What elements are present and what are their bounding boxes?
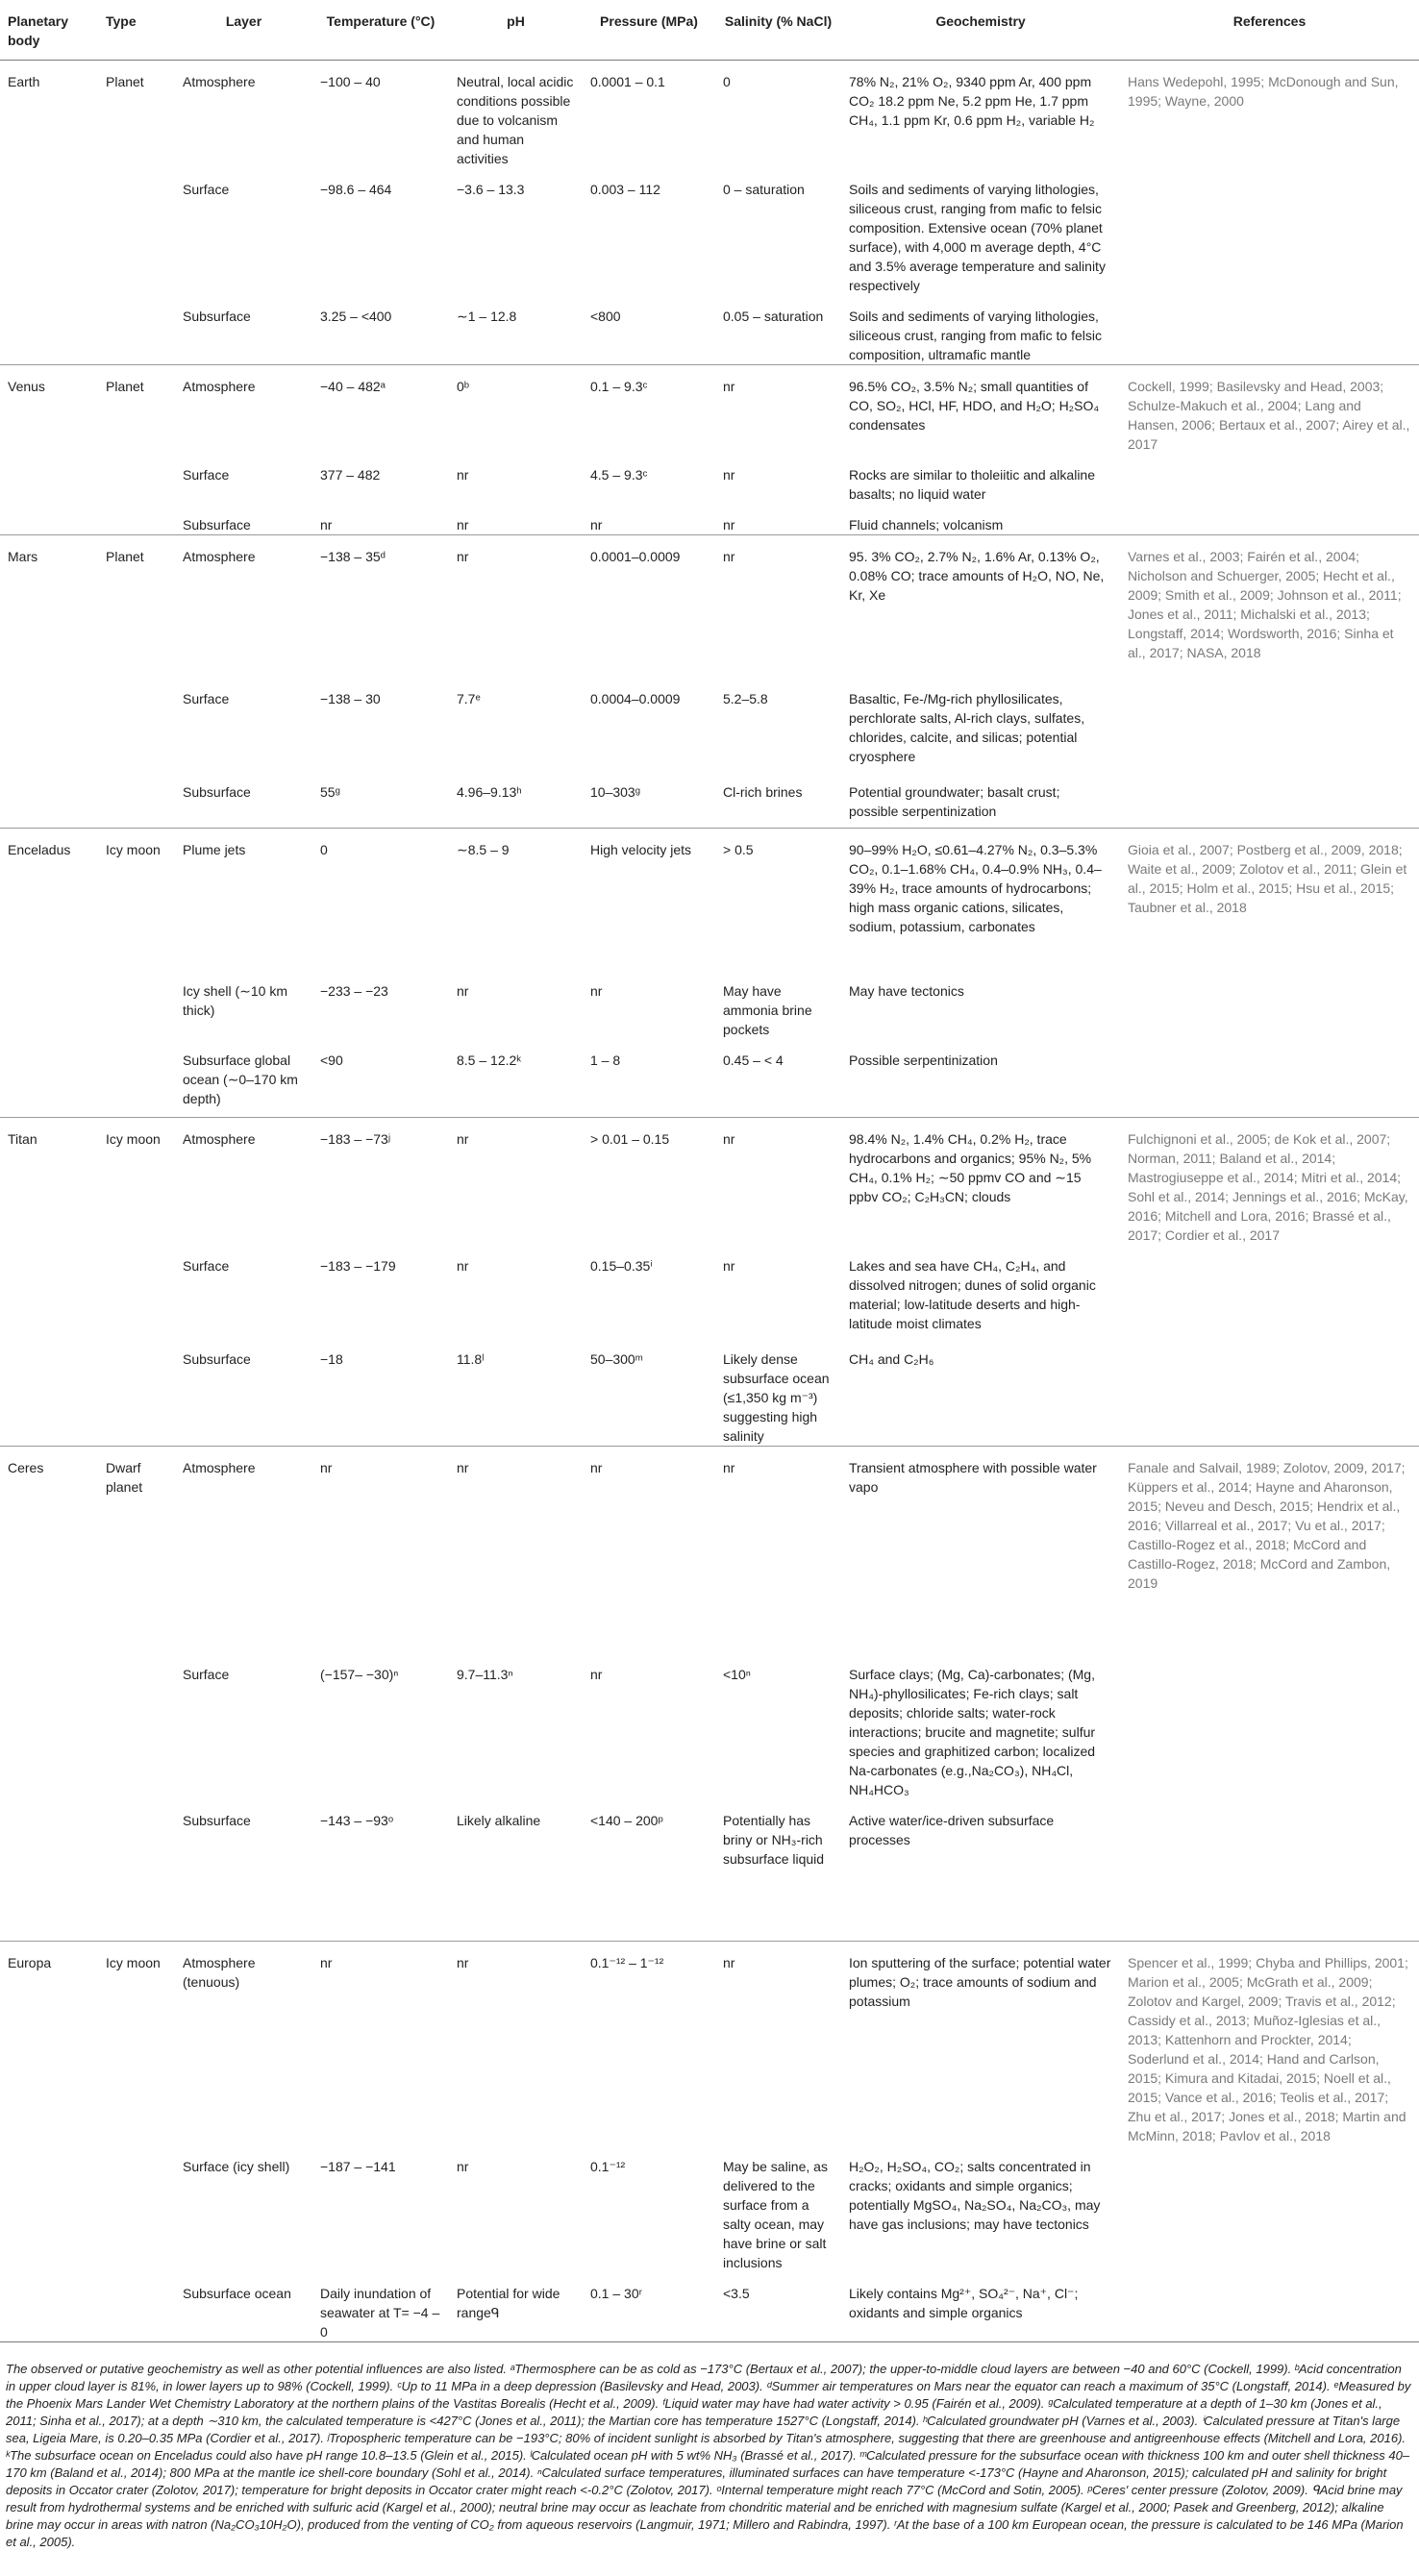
cell-body <box>0 1338 98 1447</box>
cell-salinity: 0 <box>715 61 841 169</box>
cell-layer: Subsurface <box>183 783 251 800</box>
cell-pressure: 0.0004–0.0009 <box>590 690 681 706</box>
cell-geo: Likely contains Mg²⁺, SO₄²⁻, Na⁺, Cl⁻; oxidants and simple organics <box>841 2272 1120 2342</box>
cell-layer: Subsurface <box>183 309 251 324</box>
cell-geo: Active water/ice-driven subsurface processes <box>849 1812 1055 1847</box>
cell-salinity: nr <box>715 1447 841 1653</box>
cell-salinity: nr <box>715 365 841 455</box>
cell-body <box>0 168 98 295</box>
cell-layer: Surface <box>183 182 230 197</box>
cell-refs <box>1120 2272 1419 2342</box>
cell-layer: Icy shell (∼10 km thick) <box>183 982 287 1018</box>
cell-refs: Spencer et al., 1999; Chyba and Phillips, 2001; Marion et al., 2005; McGrath et al., 2009; Zolotov and Kargel, 2009; Travis et al., 2012; Cassidy et al., 2013; Muñoz-Iglesias et al., 2013; Kattenhorn and Prockter, 2014; Soderlund et al., 2014; Hand and Carlson, 2015; Kimura and Kitadai, 2015; Noell et al., 2015; Vance et al., 2016; Teolis et al., 2017; Zhu et al., 2017; Jones et al., 2018; Martin and McMinn, 2018; Pavlov et al., 2018 <box>1120 1942 1419 2146</box>
header-pressure: Pressure (MPa) <box>583 0 715 61</box>
cell-type <box>98 1799 175 1942</box>
cell-ph: nr <box>449 535 583 678</box>
cell-pressure: 1 – 8 <box>590 1052 621 1068</box>
table-row <box>0 1653 1419 1799</box>
cell-temp: −138 – 30 <box>320 690 381 706</box>
cell-body <box>0 2272 98 2342</box>
cell-temp: −98.6 – 464 <box>320 182 392 197</box>
cell-type <box>98 2145 175 2272</box>
cell-layer: Atmosphere <box>175 365 312 455</box>
cell-body <box>0 1245 98 1338</box>
cell-temp: −138 – 35ᵈ <box>312 535 449 678</box>
cell-pressure: 0.15–0.35ⁱ <box>590 1258 653 1274</box>
cell-type: Planet <box>98 61 175 169</box>
table-row <box>0 829 1419 970</box>
table-row <box>0 1447 1419 1653</box>
table-row <box>0 1338 1419 1447</box>
cell-layer: Subsurface <box>183 517 251 533</box>
cell-temp: 55ᵍ <box>320 783 340 800</box>
table-row <box>0 295 1419 365</box>
cell-refs: Gioia et al., 2007; Postberg et al., 2009, 2018; Waite et al., 2009; Zolotov et al., 2011; Glein et al., 2015; Holm et al., 2015; Hsu et al., 2015; Taubner et al., 2018 <box>1120 829 1419 970</box>
cell-ph: 7.7ᵉ <box>457 690 481 706</box>
cell-refs: Hans Wedepohl, 1995; McDonough and Sun, 1995; Wayne, 2000 <box>1120 61 1419 169</box>
cell-temp: −18 <box>320 1351 343 1367</box>
cell-pressure: 0.1 – 9.3ᶜ <box>583 365 715 455</box>
cell-temp: nr <box>320 517 333 533</box>
cell-type <box>98 295 175 365</box>
cell-temp: nr <box>312 1447 449 1653</box>
cell-body <box>0 504 98 535</box>
cell-type: Planet <box>98 365 175 455</box>
cell-salinity: nr <box>715 535 841 678</box>
cell-temp: −187 – −141 <box>320 2159 396 2174</box>
cell-pressure: 10–303ᵍ <box>590 783 640 800</box>
cell-temp: Daily inundation of seawater at T= −4 – 0 <box>312 2272 449 2342</box>
cell-body <box>0 970 98 1039</box>
cell-body <box>0 295 98 365</box>
cell-temp: −143 – −93ᵒ <box>320 1812 394 1828</box>
cell-refs: Fulchignoni et al., 2005; de Kok et al., 2007; Norman, 2011; Baland et al., 2014; Mastrogiuseppe et al., 2014; Mitri et al., 2014; Sohl et al., 2014; Jennings et al., 2016; McKay, 2016; Mitchell and Lora, 2016; Brassé et al., 2017; Cordier et al., 2017 <box>1120 1118 1419 1246</box>
cell-salinity: May be saline, as delivered to the surface from a salty ocean, may have brine or salt inclusions <box>723 2159 828 2270</box>
cell-ph: nr <box>449 1118 583 1246</box>
cell-salinity: <10ⁿ <box>723 1666 751 1682</box>
table-row <box>0 1245 1419 1338</box>
cell-ph: nr <box>457 467 469 483</box>
table-row <box>0 2145 1419 2272</box>
cell-refs <box>1120 771 1419 829</box>
cell-layer: Surface <box>183 1666 230 1682</box>
cell-body: Venus <box>0 365 98 455</box>
cell-refs: Fanale and Salvail, 1989; Zolotov, 2009, 2017; Küppers et al., 2014; Hayne and Aharonson, 2015; Neveu and Desch, 2015; Hendrix et al., 2016; Villarreal et al., 2017; Vu et al., 2017; Castillo-Rogez et al., 2018; McCord and Castillo-Rogez, 2018; McCord and Zambon, 2019 <box>1120 1447 1419 1653</box>
table-row <box>0 535 1419 678</box>
table-row <box>0 1942 1419 2146</box>
cell-refs <box>1120 678 1419 771</box>
cell-temp: −40 – 482ᵃ <box>312 365 449 455</box>
cell-pressure: 0.1 – 30ʳ <box>583 2272 715 2342</box>
cell-layer: Atmosphere <box>175 1447 312 1653</box>
cell-ph: nr <box>457 2159 469 2174</box>
cell-geo: Transient atmosphere with possible water vapo <box>841 1447 1120 1653</box>
cell-salinity: > 0.5 <box>715 829 841 970</box>
table-row <box>0 1118 1419 1246</box>
cell-temp: −183 – −179 <box>320 1258 396 1274</box>
cell-body: Titan <box>0 1118 98 1246</box>
header-geochemistry: Geochemistry <box>841 0 1120 61</box>
cell-ph: 9.7–11.3ⁿ <box>457 1666 513 1682</box>
cell-body: Europa <box>0 1942 98 2146</box>
cell-layer: Plume jets <box>175 829 312 970</box>
cell-layer: Subsurface <box>183 1812 251 1828</box>
cell-type <box>98 504 175 535</box>
table-row <box>0 970 1419 1039</box>
cell-geo: Basaltic, Fe-/Mg-rich phyllosilicates, perchlorate salts, Al-rich clays, sulfates, chlorides, calcite, and silicas; potential cryosphere <box>849 690 1085 764</box>
cell-layer: Atmosphere <box>175 1118 312 1246</box>
cell-ph: 4.96–9.13ʰ <box>457 783 522 800</box>
cell-salinity: nr <box>723 517 735 533</box>
cell-salinity: nr <box>715 1942 841 2146</box>
cell-geo: Surface clays; (Mg, Ca)-carbonates; (Mg, NH₄)-phyllosilicates; Fe-rich clays; salt deposits; chloride salts; water-rock interactions; brucite and magnetite; sulfur species and graphitized carbon; localized Na-carbonates (e.g.,Na₂CO₃), NH₄Cl, NH₄HCO₃ <box>849 1666 1096 1797</box>
cell-geo: Rocks are similar to tholeiitic and alkaline basalts; no liquid water <box>849 467 1095 502</box>
table-body <box>0 61 1419 2342</box>
cell-temp: −233 – −23 <box>320 982 388 999</box>
cell-salinity: <3.5 <box>715 2272 841 2342</box>
cell-salinity: Likely dense subsurface ocean (≤1,350 kg m⁻³) suggesting high salinity <box>723 1351 830 1444</box>
cell-geo: CH₄ and C₂H₆ <box>849 1351 934 1367</box>
cell-body: Enceladus <box>0 829 98 970</box>
header-body: Planetary body <box>0 0 98 61</box>
cell-body: Ceres <box>0 1447 98 1653</box>
cell-geo: Soils and sediments of varying lithologies, siliceous crust, ranging from mafic to felsic composition. Extensive ocean (70% planet surface), with 4,000 m average depth, 4°C and 3.5% average temperature and salinity respectively <box>849 182 1106 293</box>
cell-geo: May have tectonics <box>849 982 964 999</box>
cell-geo: Lakes and sea have CH₄, C₂H₄, and dissolved nitrogen; dunes of solid organic material; low-latitude deserts and high-latitude moist climates <box>849 1258 1096 1331</box>
cell-body: Earth <box>0 61 98 169</box>
cell-temp: −183 – −73ʲ <box>312 1118 449 1246</box>
table-row <box>0 61 1419 169</box>
cell-type <box>98 2272 175 2342</box>
cell-ph: Potential for wide rangeᑫ <box>449 2272 583 2342</box>
cell-body <box>0 454 98 504</box>
cell-geo: Potential groundwater; basalt crust; possible serpentinization <box>849 783 1060 819</box>
cell-type <box>98 1245 175 1338</box>
cell-ph: nr <box>457 1258 469 1274</box>
cell-geo: H₂O₂, H₂SO₄, CO₂; salts concentrated in cracks; oxidants and simple organics; potentially MgSO₄, Na₂SO₄, Na₂CO₃, may have gas inclusions; may have tectonics <box>849 2159 1101 2232</box>
cell-geo: Fluid channels; volcanism <box>849 517 1004 533</box>
cell-refs <box>1120 970 1419 1039</box>
table-row <box>0 2272 1419 2342</box>
cell-temp: (−157– −30)ⁿ <box>320 1666 399 1682</box>
header-row <box>0 0 1419 61</box>
cell-refs <box>1120 1338 1419 1447</box>
cell-ph: 0ᵇ <box>449 365 583 455</box>
cell-body <box>0 771 98 829</box>
cell-layer: Surface <box>183 467 230 483</box>
cell-type: Planet <box>98 535 175 678</box>
cell-pressure: High velocity jets <box>583 829 715 970</box>
cell-type: Icy moon <box>98 829 175 970</box>
cell-temp: 0 <box>312 829 449 970</box>
cell-type: Icy moon <box>98 1118 175 1246</box>
cell-pressure: 0.1⁻¹² – 1⁻¹² <box>583 1942 715 2146</box>
cell-refs <box>1120 504 1419 535</box>
header-temperature: Temperature (°C) <box>312 0 449 61</box>
cell-type <box>98 1039 175 1118</box>
cell-type <box>98 771 175 829</box>
cell-layer: Subsurface <box>183 1351 251 1367</box>
cell-body <box>0 678 98 771</box>
cell-salinity: nr <box>723 1258 735 1274</box>
table-row <box>0 365 1419 455</box>
cell-ph: −3.6 – 13.3 <box>457 182 525 197</box>
cell-layer: Subsurface global ocean (∼0–170 km depth) <box>183 1052 298 1106</box>
cell-refs <box>1120 1653 1419 1799</box>
cell-pressure: nr <box>590 517 603 533</box>
cell-pressure: 4.5 – 9.3ᶜ <box>590 467 648 483</box>
cell-body <box>0 1039 98 1118</box>
cell-pressure: 0.0001 – 0.1 <box>583 61 715 169</box>
table-row <box>0 168 1419 295</box>
cell-refs <box>1120 168 1419 295</box>
cell-layer: Surface <box>183 690 230 706</box>
cell-layer: Subsurface ocean <box>175 2272 312 2342</box>
cell-layer: Atmosphere <box>175 535 312 678</box>
table-row <box>0 454 1419 504</box>
cell-body <box>0 1799 98 1942</box>
cell-ph: nr <box>457 982 469 999</box>
cell-geo: 78% N₂, 21% O₂, 9340 ppm Ar, 400 ppm CO₂ 18.2 ppm Ne, 5.2 ppm He, 1.7 ppm CH₄, 1.1 ppm Kr, 0.6 ppm H₂, variable H₂ <box>841 61 1120 169</box>
table-row <box>0 504 1419 535</box>
cell-temp: 3.25 – <400 <box>320 309 392 324</box>
cell-type <box>98 454 175 504</box>
cell-pressure: <800 <box>590 309 621 324</box>
cell-body <box>0 1653 98 1799</box>
cell-geo: Soils and sediments of varying lithologies, siliceous crust, ranging from mafic to felsic composition, ultramafic mantle <box>849 309 1102 362</box>
cell-type <box>98 168 175 295</box>
cell-ph: ∼8.5 – 9 <box>449 829 583 970</box>
table-row <box>0 1799 1419 1942</box>
cell-ph: Neutral, local acidic conditions possible due to volcanism and human activities <box>449 61 583 169</box>
cell-salinity: 0.45 – < 4 <box>723 1052 784 1068</box>
table-row <box>0 771 1419 829</box>
cell-salinity: Cl-rich brines <box>723 783 803 800</box>
cell-salinity: May have ammonia brine pockets <box>723 982 812 1037</box>
cell-ph: 8.5 – 12.2ᵏ <box>457 1052 522 1068</box>
cell-pressure: 0.003 – 112 <box>590 182 660 197</box>
cell-salinity: 5.2–5.8 <box>723 690 768 706</box>
header-type: Type <box>98 0 175 61</box>
cell-layer: Surface (icy shell) <box>183 2159 290 2174</box>
cell-salinity: Potentially has briny or NH₃-rich subsurface liquid <box>723 1812 825 1867</box>
table-row <box>0 1039 1419 1118</box>
header-salinity: Salinity (% NaCl) <box>715 0 841 61</box>
cell-layer: Atmosphere (tenuous) <box>175 1942 312 2146</box>
table-row <box>0 678 1419 771</box>
cell-body <box>0 2145 98 2272</box>
cell-temp: −100 – 40 <box>312 61 449 169</box>
cell-type: Dwarf planet <box>98 1447 175 1653</box>
cell-salinity: 0.05 – saturation <box>723 309 824 324</box>
cell-ph: ∼1 – 12.8 <box>457 309 517 324</box>
cell-pressure: nr <box>583 1447 715 1653</box>
header-layer: Layer <box>175 0 312 61</box>
cell-geo: Possible serpentinization <box>849 1052 998 1068</box>
cell-geo: 98.4% N₂, 1.4% CH₄, 0.2% H₂, trace hydrocarbons and organics; 95% N₂, 5% CH₄, 0.1% H₂; ∼50 ppmv CO and ∼15 ppbv CO₂; C₂H₃CN; clouds <box>841 1118 1120 1246</box>
table-footnote: The observed or putative geochemistry as well as other potential influences are also listed. ᵃThermosphere can be as cold as −173°C (Bertaux et al., 2007); the upper-to-middle cloud layers are between −40 and 60°C (Cockell, 1999). ᵇAcid concentration in upper cloud layer is 81%, in lower layers up to 98% (Cockell, 1999). ᶜUp to 11 MPa in a deep depression (Basilevsky and Head, 2003). ᵈSummer air temperatures on Mars near the equator can reach a maximum of 35°C (Longstaff, 2014). ᵉMeasured by the Phoenix Mars Lander Wet Chemistry Laboratory at the northern plains of the Vastitas Borealis (Hecht et al., 2009). ᶠLiquid water may have had water activity > 0.95 (Fairén et al., 2009). ᵍCalculated temperature at a depth of 1–30 km (Jones et al., 2011; Sinha et al., 2017); at a depth ∼310 km, the calculated temperature is <427°C (Jones et al., 2011); the Martian core has temperature 1527°C (Longstaff, 2014). ʰCalculated groundwater pH (Varnes et al., 2003). ⁱCalculated pressure at Titan's large sea, Ligeia Mare, is 0.20–0.35 MPa (Cordier et al., 2017). ʲTropospheric temperature can be −193°C; 80% of incident sunlight is absorbed by Titan's atmosphere, suggesting that there are greenhouse and antigreenhouse effects (Mitchell and Lora, 2016). ᵏThe subsurface ocean on Enceladus could also have pH range 10.8–13.5 (Glein et al., 2015). ˡCalculated ocean pH with 5 wt% NH₃ (Brassé et al., 2017). ᵐCalculated pressure for the subsurface ocean with thickness 100 km and outer shell thickness 40–170 km (Baland et al., 2014); 800 MPa at the mantle ice shell-core boundary (Sohl et al., 2014). ⁿCalculated surface temperatures, illuminated surfaces can have temperature <-173°C (Hayne and Aharonson, 2015); calculated pH and salinity for bright deposits in Occator crater (Zolotov, 2017); temperature for bright deposits in Occator crater might reach <-0.2°C (Zolotov, 2017). ᵒInternal temperature might reach 77°C (McCord and Sotin, 2005). ᵖCeres' center pressure (Zolotov, 2009). ᑫAcid brine may result from hydrothermal systems and be enriched with sulfuric acid (Kargel et al., 2000); neutral brine may occur as leachate from chondritic material and be enriched with magnesium sulfate (Kargel et al., 2000; Pasek and Greenberg, 2012); alkaline brine may occur in areas with natron (Na₂CO₃10H₂O), produced from the venting of CO₂ from aqueous reservoirs (Langmuir, 1971; Millero and Rabindra, 1997). ʳAt the base of a 100 km European ocean, the pressure is calculated to be 146 MPa (Marion et al., 2005). <box>6 2362 1411 2549</box>
cell-type <box>98 678 175 771</box>
cell-salinity: 0 – saturation <box>723 182 805 197</box>
cell-ph: nr <box>449 1942 583 2146</box>
cell-salinity: nr <box>715 1118 841 1246</box>
cell-temp: 377 – 482 <box>320 467 381 483</box>
cell-type <box>98 1653 175 1799</box>
cell-ph: nr <box>457 517 469 533</box>
cell-ph: 11.8ˡ <box>457 1351 485 1367</box>
cell-geo: 90–99% H₂O, ≤0.61–4.27% N₂, 0.3–5.3% CO₂, 0.1–1.68% CH₄, 0.4–0.9% NH₃, 0.4–39% H₂, trace amounts of hydrocarbons; high mass organic cations, silicates, sodium, potassium, carbonates <box>841 829 1120 970</box>
cell-pressure: nr <box>590 1666 603 1682</box>
cell-pressure: 0.0001–0.0009 <box>583 535 715 678</box>
cell-temp: <90 <box>320 1052 343 1068</box>
cell-refs: Varnes et al., 2003; Fairén et al., 2004; Nicholson and Schuerger, 2005; Hecht et al., 2009; Smith et al., 2009; Johnson et al., 2011; Jones et al., 2011; Michalski et al., 2013; Longstaff, 2014; Wordsworth, 2016; Sinha et al., 2017; NASA, 2018 <box>1120 535 1419 678</box>
header-references: References <box>1120 0 1419 61</box>
cell-pressure: 0.1⁻¹² <box>590 2159 626 2174</box>
cell-geo: 95. 3% CO₂, 2.7% N₂, 1.6% Ar, 0.13% O₂, 0.08% CO; trace amounts of H₂O, NO, Ne, Kr, Xe <box>841 535 1120 678</box>
cell-geo: Ion sputtering of the surface; potential water plumes; O₂; trace amounts of sodium and potassium <box>841 1942 1120 2146</box>
cell-salinity: nr <box>723 467 735 483</box>
cell-refs: Cockell, 1999; Basilevsky and Head, 2003; Schulze-Makuch et al., 2004; Lang and Hansen, 2006; Bertaux et al., 2007; Airey et al., 2017 <box>1120 365 1419 455</box>
cell-pressure: <140 – 200ᵖ <box>590 1812 663 1828</box>
cell-refs <box>1120 1039 1419 1118</box>
cell-layer: Surface <box>183 1258 230 1274</box>
cell-refs <box>1120 295 1419 365</box>
cell-refs <box>1120 2145 1419 2272</box>
cell-pressure: > 0.01 – 0.15 <box>583 1118 715 1246</box>
cell-temp: nr <box>312 1942 449 2146</box>
header-ph: pH <box>449 0 583 61</box>
cell-pressure: 50–300ᵐ <box>590 1351 643 1367</box>
cell-refs <box>1120 454 1419 504</box>
cell-pressure: nr <box>590 982 603 999</box>
cell-geo: 96.5% CO₂, 3.5% N₂; small quantities of CO, SO₂, HCl, HF, HDO, and H₂O; H₂SO₄ condensates <box>841 365 1120 455</box>
cell-body: Mars <box>0 535 98 678</box>
cell-refs <box>1120 1245 1419 1338</box>
cell-ph: nr <box>449 1447 583 1653</box>
cell-type <box>98 970 175 1039</box>
cell-type <box>98 1338 175 1447</box>
cell-layer: Atmosphere <box>175 61 312 169</box>
cell-refs <box>1120 1799 1419 1942</box>
cell-type: Icy moon <box>98 1942 175 2146</box>
cell-ph: Likely alkaline <box>457 1812 541 1828</box>
